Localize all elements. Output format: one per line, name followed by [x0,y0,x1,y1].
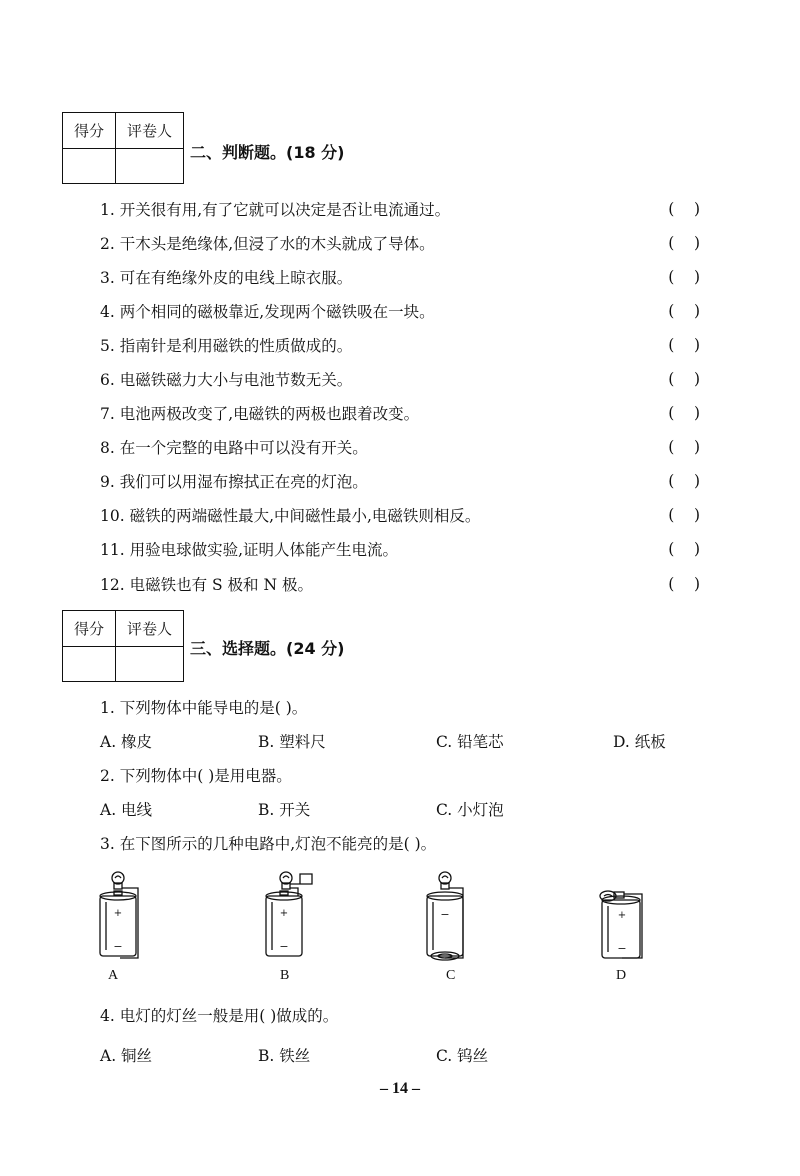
q1-option-c[interactable]: C. 铅笔芯 [436,733,504,751]
question-text: 7. 电池两极改变了,电磁铁的两极也跟着改变。 [100,405,420,423]
mc-question-4: 4. 电灯的灯丝一般是用( )做成的。 [100,1007,339,1025]
answer-blank[interactable]: ( ) [668,268,700,286]
question-text: 6. 电磁铁磁力大小与电池节数无关。 [100,371,353,389]
answer-blank[interactable]: ( ) [668,506,700,524]
grader-label: 评卷人 [126,620,172,638]
q4-option-b[interactable]: B. 铁丝 [258,1047,311,1065]
question-text: 12. 电磁铁也有 S 极和 N 极。 [100,576,313,594]
q4-option-a[interactable]: A. 铜丝 [100,1047,153,1065]
score-box-entry-row [63,148,183,184]
tf-question-3 [100,264,700,290]
score-label: 得分 [63,113,116,148]
tf-question-4 [100,298,700,324]
answer-blank[interactable]: ( ) [668,438,700,456]
tf-question-8 [100,434,700,460]
tf-question-6 [100,366,700,392]
figure-label-c: C [446,968,456,983]
answer-blank[interactable]: ( ) [668,540,700,558]
tf-question-5 [100,332,700,358]
battery-minus-label: − [617,942,627,955]
circuit-figure-c[interactable] [415,866,495,966]
battery-plus-label: + [113,908,123,919]
section3-title: 三、选择题。(24 分) [190,639,345,658]
score-box-section3 [62,610,184,682]
tf-question-11 [100,536,700,562]
grader-entry-cell[interactable] [116,647,183,682]
question-text: 11. 用验电球做实验,证明人体能产生电流。 [100,541,399,559]
tf-question-7 [100,400,700,426]
mc-question-2: 2. 下列物体中( )是用电器。 [100,767,292,785]
tf-question-10 [100,502,700,528]
score-box-header-row [63,113,183,148]
score-entry-cell[interactable] [63,647,116,682]
battery-minus-label: − [440,908,450,921]
score-entry-cell[interactable] [63,149,116,184]
score-box-entry-row [63,646,183,682]
answer-blank[interactable]: ( ) [668,575,700,593]
question-text: 2. 干木头是绝缘体,但浸了水的木头就成了导体。 [100,235,435,253]
score-box-header-row [63,611,183,646]
tf-question-9 [100,468,700,494]
q2-option-a[interactable]: A. 电线 [100,801,153,819]
grader-entry-cell[interactable] [116,149,183,184]
circuit-figure-b[interactable] [256,866,336,966]
q2-option-c[interactable]: C. 小灯泡 [436,801,504,819]
grader-label: 评卷人 [126,122,172,140]
section2-title: 二、判断题。(18 分) [190,143,345,162]
figure-label-d: D [616,968,627,983]
question-text: 3. 可在有绝缘外皮的电线上晾衣服。 [100,269,353,287]
q1-option-a[interactable]: A. 橡皮 [100,733,153,751]
q1-option-b[interactable]: B. 塑料尺 [258,733,326,751]
tf-question-1 [100,196,700,222]
question-text: 4. 两个相同的磁极靠近,发现两个磁铁吸在一块。 [100,303,435,321]
battery-plus-label: + [617,910,627,921]
mc-question-1: 1. 下列物体中能导电的是( )。 [100,699,308,717]
answer-blank[interactable]: ( ) [668,472,700,490]
battery-minus-label: − [279,940,289,953]
tf-question-2 [100,230,700,256]
q4-option-c[interactable]: C. 钨丝 [436,1047,489,1065]
question-text: 9. 我们可以用湿布擦拭正在亮的灯泡。 [100,473,368,491]
answer-blank[interactable]: ( ) [668,302,700,320]
question-text: 5. 指南针是利用磁铁的性质做成的。 [100,337,353,355]
answer-blank[interactable]: ( ) [668,404,700,422]
battery-minus-label: − [113,940,123,953]
tf-question-12 [100,571,700,597]
q1-option-d[interactable]: D. 纸板 [613,733,666,751]
question-text: 10. 磁铁的两端磁性最大,中间磁性最小,电磁铁则相反。 [100,507,481,525]
q2-option-b[interactable]: B. 开关 [258,801,311,819]
answer-blank[interactable]: ( ) [668,200,700,218]
answer-blank[interactable]: ( ) [668,234,700,252]
question-text: 8. 在一个完整的电路中可以没有开关。 [100,439,368,457]
figure-label-a: A [108,968,119,983]
figure-label-b: B [280,968,290,983]
score-box-section2 [62,112,184,184]
score-label: 得分 [63,611,116,646]
circuit-figure-a[interactable] [90,866,170,966]
battery-plus-label: + [279,908,289,919]
mc-question-3: 3. 在下图所示的几种电路中,灯泡不能亮的是( )。 [100,835,437,853]
circuit-figure-d[interactable] [590,866,670,966]
answer-blank[interactable]: ( ) [668,336,700,354]
question-text: 1. 开关很有用,有了它就可以决定是否让电流通过。 [100,201,451,219]
page-number: – 14 – [380,1080,420,1097]
answer-blank[interactable]: ( ) [668,370,700,388]
